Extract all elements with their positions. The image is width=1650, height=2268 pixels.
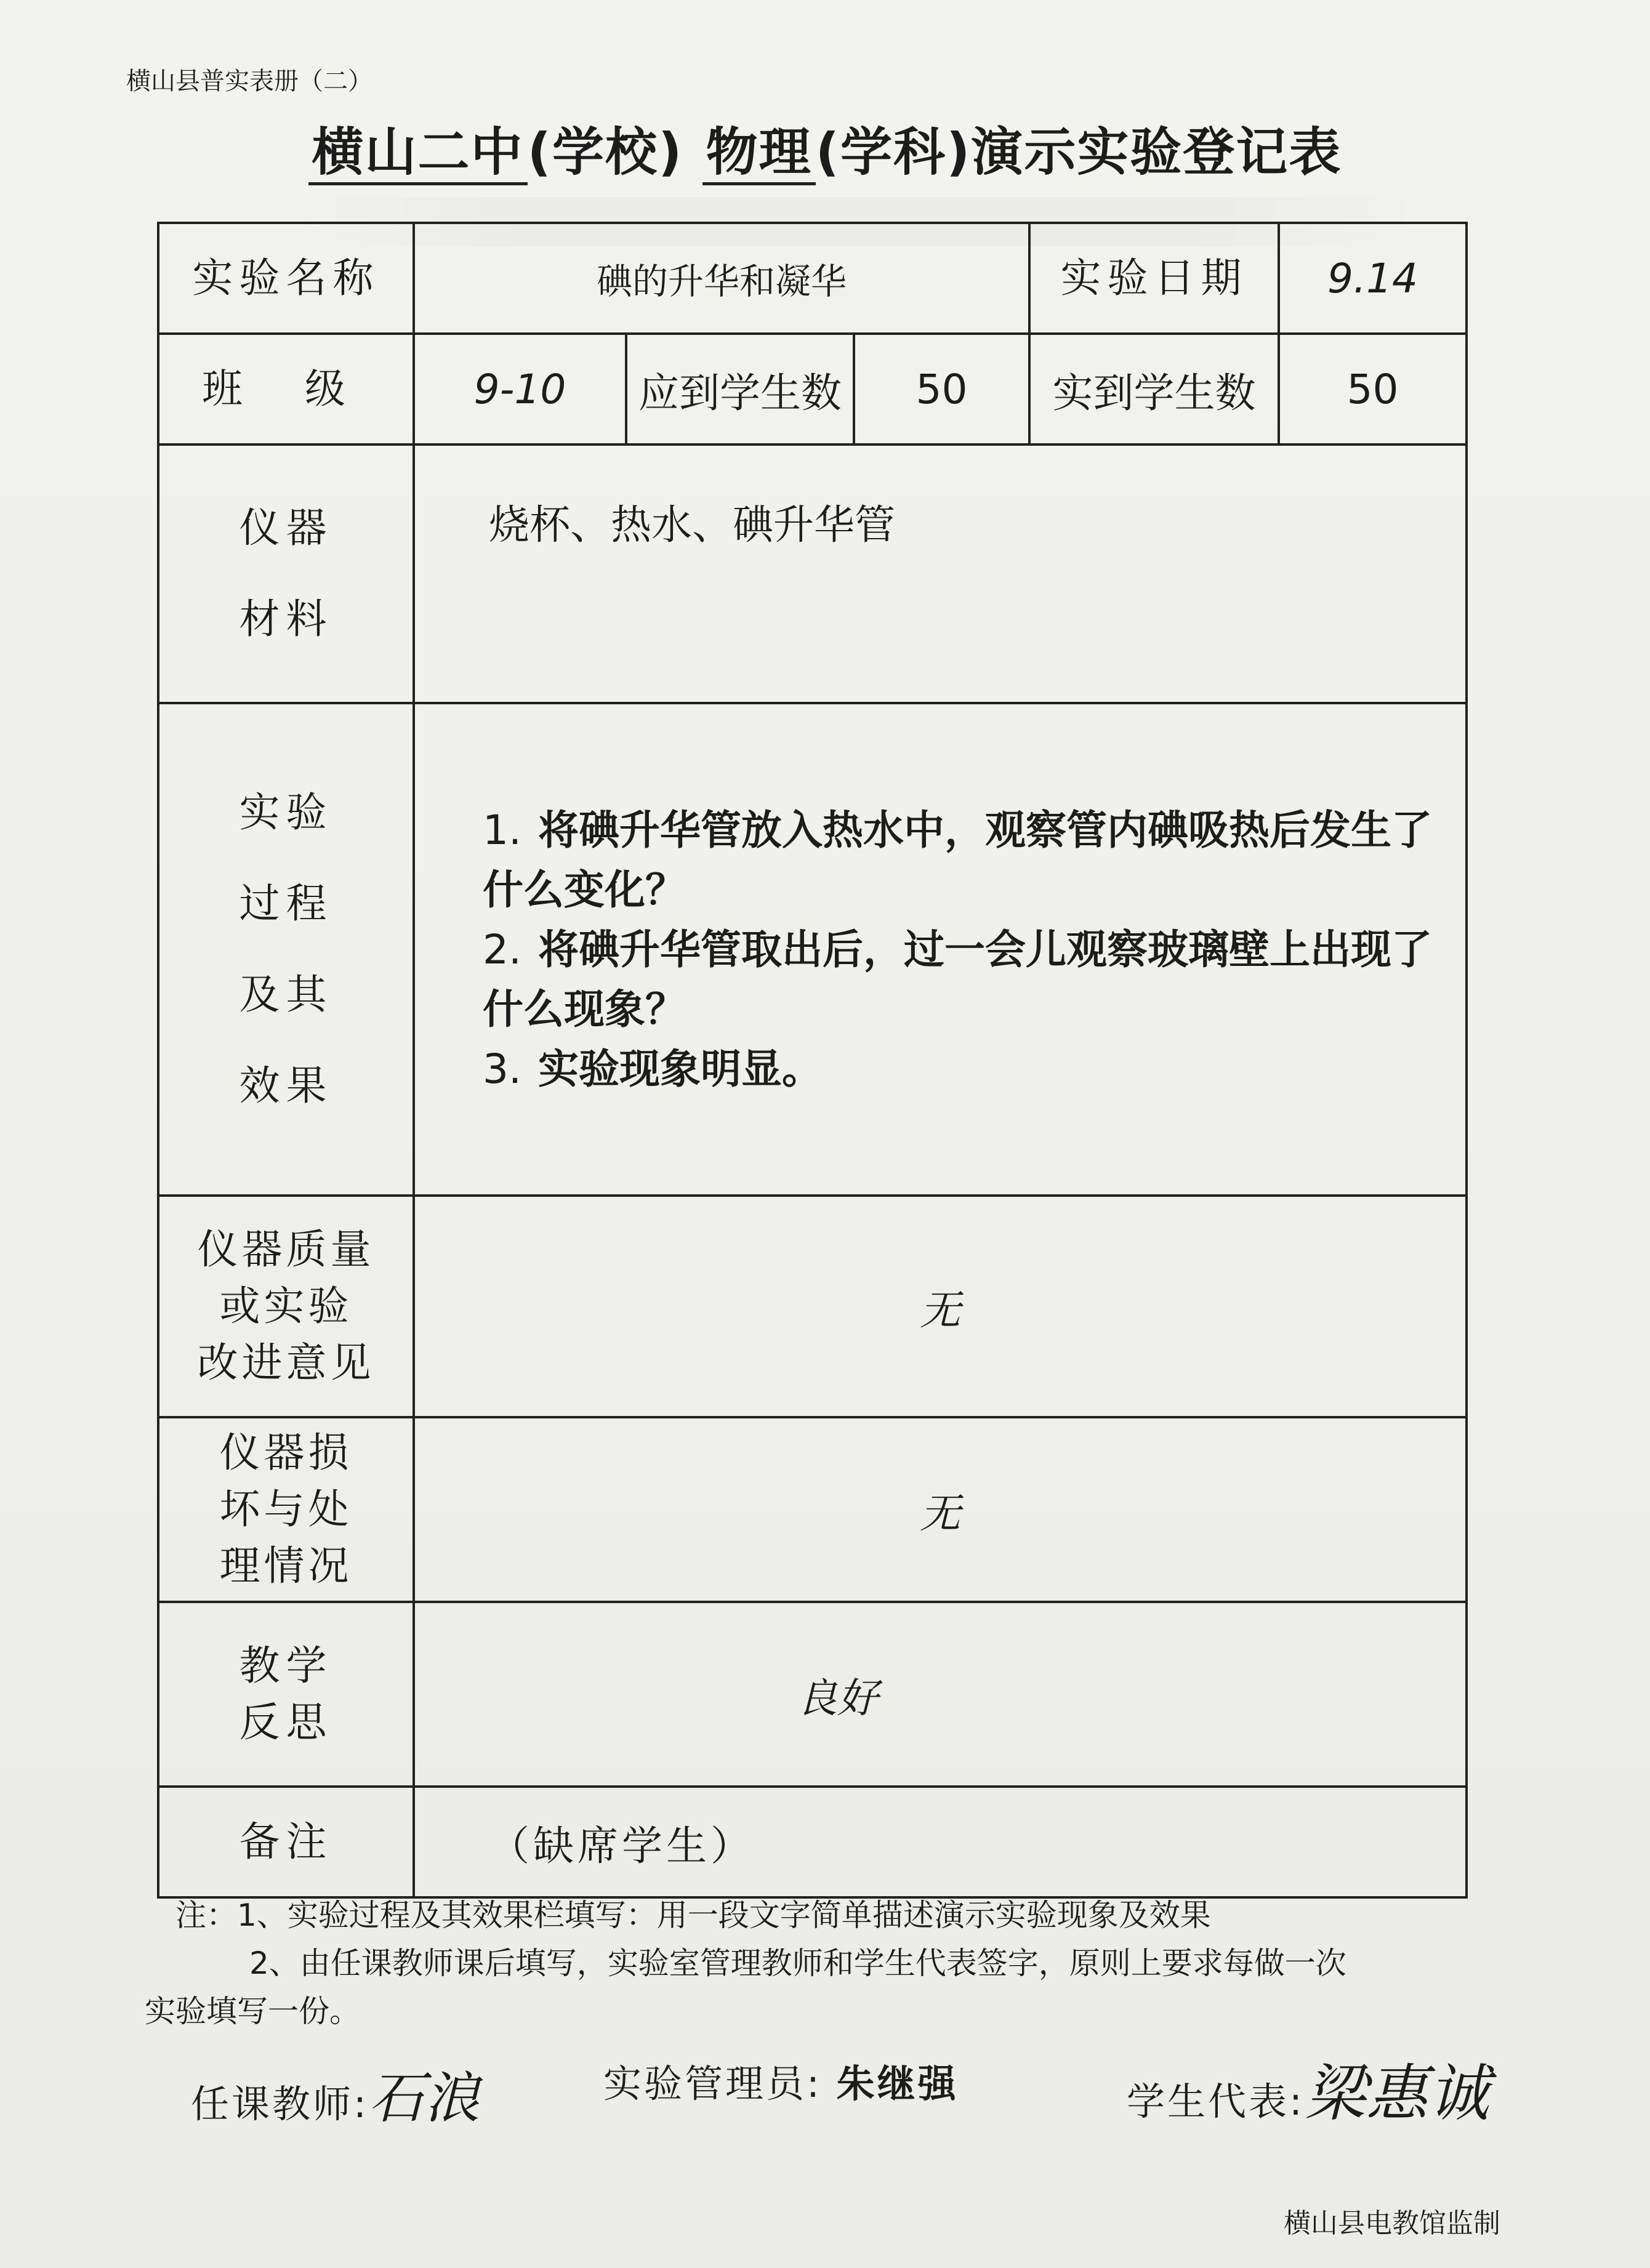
- process-item: [483, 920, 1447, 1039]
- remark-label: 备注: [158, 1787, 414, 1897]
- reflection-label-line: 教学: [239, 1642, 333, 1689]
- expected-value[interactable]: 50: [854, 334, 1029, 444]
- equipment-label: [158, 444, 414, 703]
- table-row: [158, 334, 1467, 444]
- process-item: [483, 1039, 1447, 1099]
- process-item-text: 将碘升华管放入热水中，观察管内碘吸热后发生了什么变化？: [483, 806, 1432, 914]
- date-value[interactable]: 9.14: [1279, 223, 1467, 334]
- table-row: [158, 1787, 1467, 1897]
- footer-supervision: 横山县电教馆监制: [1284, 2208, 1500, 2239]
- class-value[interactable]: 9-10: [414, 334, 626, 444]
- admin-signature: [603, 2053, 959, 2108]
- name-label: 实验名称: [158, 223, 414, 334]
- reflection-label-line: 反思: [239, 1699, 333, 1746]
- student-label: 学生代表:: [1127, 2079, 1305, 2124]
- remark-value[interactable]: （缺席学生）: [414, 1787, 1467, 1897]
- title-subject: 物理: [702, 122, 816, 185]
- process-label-line: 过程: [239, 880, 333, 927]
- process-item-number: 3.: [483, 1045, 521, 1093]
- process-label: [158, 703, 414, 1196]
- quality-label-line: 仪器质量: [197, 1226, 375, 1273]
- reflection-value[interactable]: 良好: [414, 1602, 1467, 1787]
- class-label: 班 级: [158, 334, 414, 444]
- equipment-label-line: 仪器: [239, 504, 333, 552]
- note-line: 注：1、实验过程及其效果栏填写：用一段文字简单描述演示实验现象及效果: [175, 1897, 1211, 1933]
- damage-label-line: 坏与处: [219, 1486, 353, 1533]
- header-note: 横山县普实表册（二）: [126, 67, 372, 95]
- process-item-number: 1.: [483, 806, 521, 854]
- process-label-line: 及其: [239, 971, 333, 1018]
- process-item-number: 2.: [483, 925, 521, 973]
- title-school: 横山二中: [308, 122, 528, 185]
- process-label-line: 实验: [239, 789, 333, 836]
- damage-label-line: 仪器损: [219, 1429, 353, 1476]
- table-row: [158, 703, 1467, 1196]
- name-value[interactable]: 碘的升华和凝华: [414, 223, 1029, 334]
- damage-value[interactable]: 无: [414, 1417, 1467, 1602]
- equipment-label-line: 材料: [239, 595, 333, 643]
- actual-label: 实到学生数: [1029, 334, 1279, 444]
- table-row: [158, 1196, 1467, 1417]
- student-value[interactable]: 梁惠诚: [1304, 2057, 1489, 2129]
- note-line: 实验填写一份。: [145, 1993, 360, 2029]
- equipment-value[interactable]: 烧杯、热水、碘升华管: [414, 444, 1467, 703]
- note-line: 2、由任课教师课后填写，实验室管理教师和学生代表签字，原则上要求每做一次: [249, 1945, 1346, 1981]
- page-title: [0, 111, 1650, 185]
- process-item-text: 实验现象明显。: [538, 1045, 823, 1093]
- table-row: [158, 223, 1467, 334]
- form-notes: [145, 1891, 1346, 2035]
- table-row: [158, 1602, 1467, 1787]
- teacher-label: 任课教师:: [191, 2081, 369, 2126]
- actual-value[interactable]: 50: [1279, 334, 1467, 444]
- damage-label: [158, 1417, 414, 1602]
- process-item: [483, 800, 1447, 920]
- experiment-register-table: [157, 222, 1468, 1899]
- table-row: [158, 444, 1467, 703]
- process-item-text: 将碘升华管取出后，过一会儿观察玻璃壁上出现了什么现象？: [483, 925, 1432, 1033]
- quality-label-line: 或实验: [219, 1282, 353, 1330]
- quality-value[interactable]: 无: [414, 1196, 1467, 1417]
- teacher-value[interactable]: 石浪: [368, 2066, 480, 2131]
- quality-label-line: 改进意见: [197, 1339, 375, 1386]
- admin-value[interactable]: 朱继强: [836, 2061, 959, 2106]
- admin-label: 实验管理员:: [603, 2061, 822, 2106]
- quality-label: [158, 1196, 414, 1417]
- title-subject-suffix: (学科): [815, 122, 972, 182]
- reflection-label: [158, 1602, 414, 1787]
- student-signature: [1127, 2044, 1489, 2133]
- title-school-suffix: (学校): [527, 122, 683, 182]
- date-label: 实验日期: [1029, 223, 1279, 334]
- process-label-line: 效果: [239, 1062, 333, 1109]
- process-value[interactable]: [414, 703, 1467, 1196]
- teacher-signature: [191, 2053, 480, 2133]
- damage-label-line: 理情况: [219, 1542, 353, 1590]
- title-form-name: 演示实验登记表: [971, 122, 1342, 182]
- expected-label: 应到学生数: [626, 334, 854, 444]
- table-row: [158, 1417, 1467, 1602]
